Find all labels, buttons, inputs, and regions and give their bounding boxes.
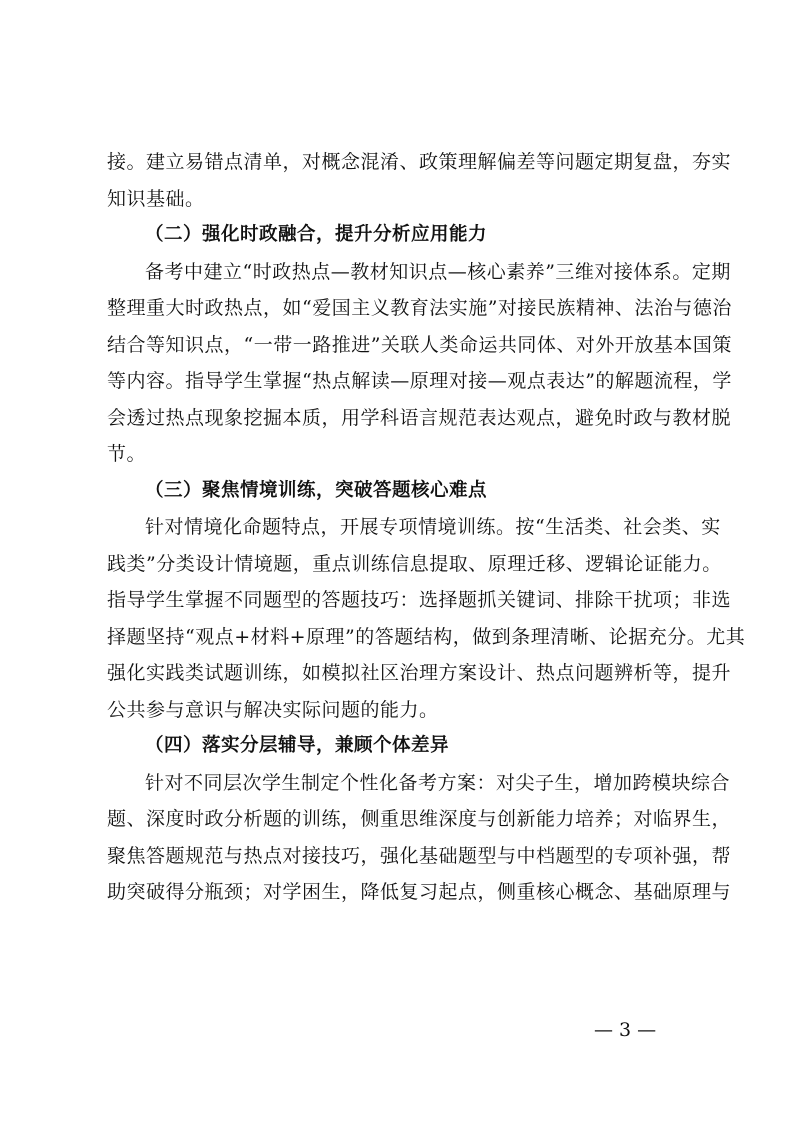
text-line: 接。建立易错点清单，对概念混淆、政策理解偏差等问题定期复盘，夯实 [107, 151, 732, 173]
text-line: 等内容。指导学生掌握“热点解读—原理对接—观点表达”的解题流程，学 [107, 370, 732, 392]
section-3-paragraph [107, 509, 746, 728]
text-line: 针对情境化命题特点，开展专项情境训练。按“生活类、社会类、实 [145, 516, 721, 538]
text-line: 践类”分类设计情境题，重点训练信息提取、原理迁移、逻辑论证能力。 [107, 552, 722, 575]
text-line: 公共参与意识与解决实际问题的能力。 [107, 698, 439, 721]
text-line: 指导学生掌握不同题型的答题技巧：选择题抓关键词、排除干扰项；非选 [107, 589, 732, 611]
section-heading-2: （二）强化时政融合，提升分析应用能力 [145, 224, 488, 245]
text-line: 针对不同层次学生制定个性化备考方案：对尖子生，增加跨模块综合 [145, 771, 731, 794]
document-body [107, 144, 746, 911]
text-line: 强化实践类试题训练，如模拟社区治理方案设计、热点问题辨析等，提升 [107, 662, 732, 684]
text-line: 聚焦答题规范与热点对接技巧，强化基础题型与中档题型的专项补强，帮 [107, 844, 732, 867]
text-line: 备考中建立“时政热点—教材知识点—核心素养”三维对接体系。定期 [145, 260, 731, 283]
text-line: 择题坚持“观点+材料+原理”的答题结构，做到条理清晰、论据充分。尤其 [107, 625, 746, 648]
section-heading-3: （三）聚焦情境训练，突破答题核心难点 [145, 479, 488, 501]
text-line: 会透过热点现象挖掘本质，用学科语言规范表达观点，避免时政与教材脱 [107, 406, 732, 429]
section-heading-4: （四）落实分层辅导，兼顾个体差异 [145, 735, 450, 756]
text-line: 题、深度时政分析题的训练，侧重思维深度与创新能力培养；对临界生， [107, 808, 732, 830]
text-line: 助突破得分瓶颈；对学困生，降低复习起点，侧重核心概念、基础原理与 [107, 881, 732, 903]
section-2-paragraph [107, 254, 732, 473]
text-line: 结合等知识点，“一带一路推进”关联人类命运共同体、对外开放基本国策 [107, 333, 732, 356]
paragraph-continuation [107, 144, 732, 217]
section-4-paragraph [107, 765, 732, 911]
text-line: 知识基础。 [107, 187, 205, 210]
text-line: 节。 [107, 443, 147, 465]
page-number: — 3 — [594, 1019, 657, 1041]
text-line: 整理重大时政热点，如“爱国主义教育法实施”对接民族精神、法治与德治 [107, 297, 732, 319]
